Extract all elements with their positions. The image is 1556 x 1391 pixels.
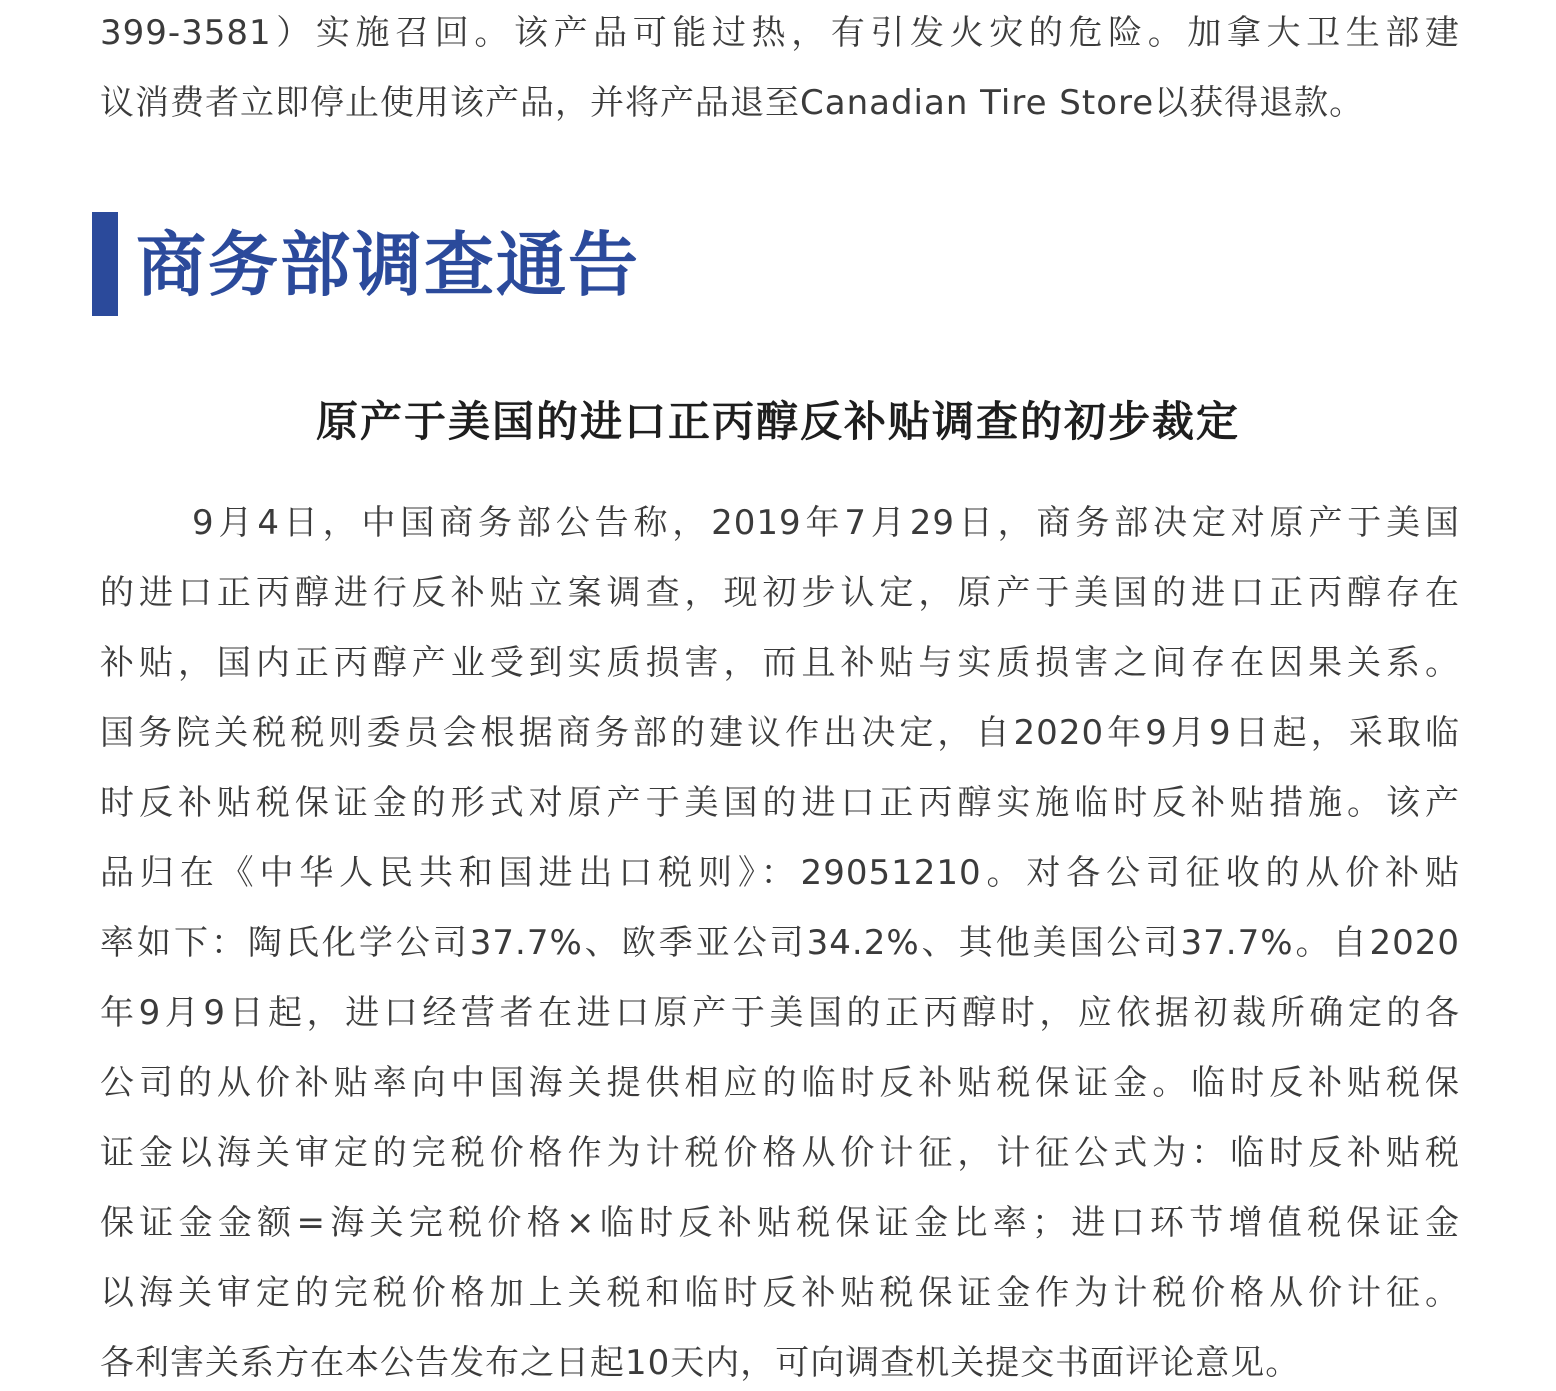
paragraph-line: 补贴，国内正丙醇产业受到实质损害，而且补贴与实质损害之间存在因果关系。 bbox=[100, 643, 1460, 683]
paragraph-line: 议消费者立即停止使用该产品，并将产品退至Canadian Tire Store以获得退款。 bbox=[100, 83, 1365, 123]
paragraph-line: 国务院关税税则委员会根据商务部的建议作出决定，自2020年9月9日起，采取临 bbox=[100, 713, 1460, 753]
paragraph-line: 保证金金额=海关完税价格×临时反补贴税保证金比率；进口环节增值税保证金 bbox=[100, 1203, 1460, 1243]
section-accent-bar bbox=[92, 212, 118, 316]
paragraph-line: 9月4日，中国商务部公告称，2019年7月29日，商务部决定对原产于美国 bbox=[192, 503, 1460, 543]
paragraph-line: 399-3581）实施召回。该产品可能过热，有引发火灾的危险。加拿大卫生部建 bbox=[100, 13, 1460, 53]
paragraph-line: 各利害关系方在本公告发布之日起10天内，可向调查机关提交书面评论意见。 bbox=[100, 1343, 1301, 1383]
paragraph-line: 率如下：陶氏化学公司37.7%、欧季亚公司34.2%、其他美国公司37.7%。自2020 bbox=[100, 923, 1460, 963]
paragraph-line: 证金以海关审定的完税价格作为计税价格从价计征，计征公式为：临时反补贴税 bbox=[100, 1133, 1460, 1173]
section-title: 商务部调查通告 bbox=[136, 224, 640, 306]
paragraph-line: 以海关审定的完税价格加上关税和临时反补贴税保证金作为计税价格从价计征。 bbox=[100, 1273, 1460, 1313]
paragraph-line: 品归在《中华人民共和国进出口税则》：29051210。对各公司征收的从价补贴 bbox=[100, 853, 1460, 893]
paragraph-line: 年9月9日起，进口经营者在进口原产于美国的正丙醇时，应依据初裁所确定的各 bbox=[100, 993, 1460, 1033]
intro-paragraph bbox=[100, 0, 1460, 138]
paragraph-line: 时反补贴税保证金的形式对原产于美国的进口正丙醇实施临时反补贴措施。该产 bbox=[100, 783, 1460, 823]
article-paragraph bbox=[100, 488, 1460, 1391]
article-title: 原产于美国的进口正丙醇反补贴调查的初步裁定 bbox=[315, 397, 1240, 446]
paragraph-line: 公司的从价补贴率向中国海关提供相应的临时反补贴税保证金。临时反补贴税保 bbox=[100, 1063, 1460, 1103]
paragraph-line: 的进口正丙醇进行反补贴立案调查，现初步认定，原产于美国的进口正丙醇存在 bbox=[100, 573, 1460, 613]
